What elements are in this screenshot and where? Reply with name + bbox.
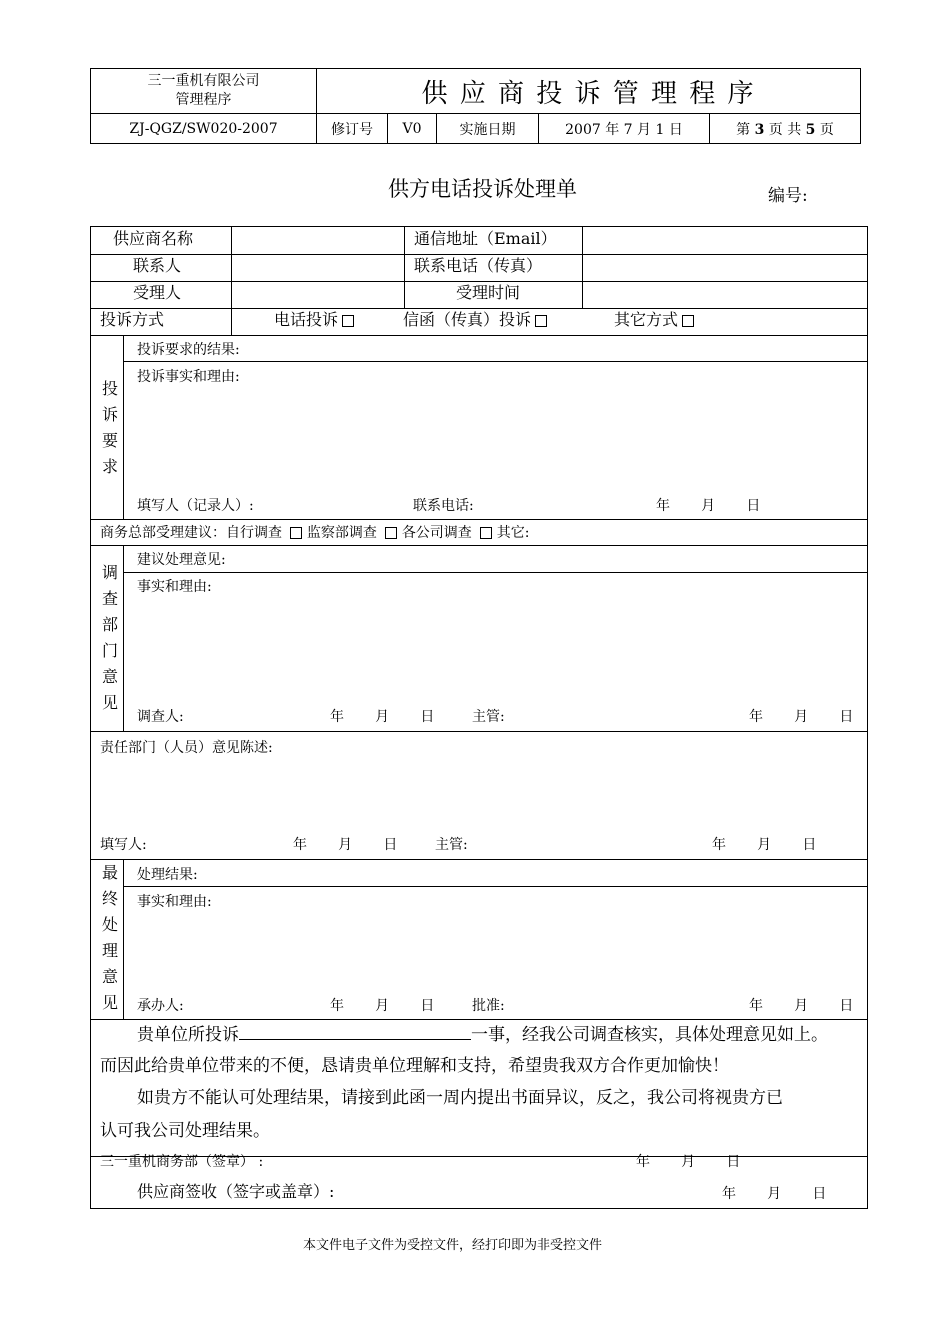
day-label: 日 xyxy=(383,837,398,853)
company-checkbox[interactable] xyxy=(480,527,492,539)
contact-phone-label: 联系电话: xyxy=(413,498,474,514)
company-option-label: 各公司调查 xyxy=(401,525,472,541)
investigation-supervisor-date xyxy=(749,708,853,726)
investigation-char: 部 xyxy=(101,615,118,634)
supervision-checkbox[interactable] xyxy=(385,527,397,539)
month-label: 月 xyxy=(794,998,809,1014)
doc-number: ZJ-QGZ/SW020-2007 xyxy=(91,114,317,144)
method-other-checkbox[interactable] xyxy=(682,315,694,327)
form-number-label: 编号: xyxy=(768,186,808,206)
other-option-label: 其它: xyxy=(496,525,530,541)
method-phone-option[interactable] xyxy=(274,311,354,329)
complaint-char: 要 xyxy=(101,431,118,450)
responsible-supervisor-date xyxy=(712,836,816,854)
letter-line-3: 如贵方不能认可处理结果，请接到此函一周内提出书面异议，反之，我公司将视贵方已 xyxy=(137,1088,783,1108)
supplier-name-label: 供应商名称 xyxy=(113,229,194,248)
method-letter-label: 信函（传真）投诉 xyxy=(403,310,532,329)
document-header xyxy=(90,68,861,144)
final-char: 理 xyxy=(101,941,118,960)
investigation-char: 门 xyxy=(101,641,118,660)
handle-time-label: 受理时间 xyxy=(456,283,521,302)
effective-date-value: 2007 年 7 月 1 日 xyxy=(539,114,710,144)
supplier-sign-label: 供应商签收（签字或盖章）: xyxy=(137,1182,335,1201)
seal-label: 三一重机商务部（签章） : xyxy=(100,1154,264,1170)
year-label: 年 xyxy=(749,709,763,725)
complaint-char: 求 xyxy=(101,457,118,476)
day-label: 日 xyxy=(420,998,435,1014)
investigation-char: 查 xyxy=(101,589,118,608)
month-label: 月 xyxy=(338,837,353,853)
responsible-supervisor-label: 主管: xyxy=(435,837,468,853)
day-label: 日 xyxy=(746,498,761,514)
month-label: 月 xyxy=(757,837,772,853)
day-label: 日 xyxy=(839,709,854,725)
address-label: 通信地址（Email） xyxy=(414,229,557,248)
final-char: 处 xyxy=(101,915,118,934)
method-phone-label: 电话投诉 xyxy=(274,310,339,329)
method-label: 投诉方式 xyxy=(100,310,165,329)
effective-date-label: 实施日期 xyxy=(437,114,539,144)
month-label: 月 xyxy=(767,1186,782,1202)
handler-label: 受理人 xyxy=(133,283,182,302)
month-label: 月 xyxy=(681,1154,696,1170)
company-cell xyxy=(91,69,317,114)
suggest-opinion-label: 建议处理意见: xyxy=(137,552,226,568)
form-title: 供方电话投诉处理单 xyxy=(388,177,577,201)
supervision-option-label: 监察部调查 xyxy=(306,525,377,541)
year-label: 年 xyxy=(749,998,763,1014)
complaint-char: 投 xyxy=(101,379,118,398)
result-label: 处理结果: xyxy=(137,867,198,883)
dept-suggestion-row xyxy=(100,524,529,542)
investigation-char: 调 xyxy=(101,563,118,582)
dept-suggestion-label: 商务总部受理建议：自行调查 xyxy=(100,525,282,541)
investigation-char: 意 xyxy=(101,667,118,686)
investigation-supervisor-label: 主管: xyxy=(472,709,505,725)
day-label: 日 xyxy=(802,837,817,853)
month-label: 月 xyxy=(701,498,716,514)
year-label: 年 xyxy=(712,837,726,853)
investigation-char: 见 xyxy=(101,693,118,712)
complaint-facts-label: 投诉事实和理由: xyxy=(137,369,240,385)
revision-label: 修订号 xyxy=(317,114,388,144)
seal-date xyxy=(636,1153,740,1171)
responsible-statement-label: 责任部门（人员）意见陈述: xyxy=(100,740,273,756)
investigation-section-label xyxy=(100,560,120,716)
page-indicator xyxy=(710,114,861,144)
undertaker-label: 承办人: xyxy=(137,998,184,1014)
responsible-filler-label: 填写人: xyxy=(100,837,147,853)
year-label: 年 xyxy=(722,1186,736,1202)
complaint-section-label xyxy=(100,376,120,480)
letter-line-4: 认可我公司处理结果。 xyxy=(100,1121,270,1141)
page-suffix: 页 xyxy=(819,121,834,138)
page-prefix: 第 xyxy=(736,121,751,138)
letter-line-1 xyxy=(137,1023,828,1044)
responsible-filler-date xyxy=(293,836,397,854)
page-current: 3 xyxy=(754,121,765,138)
final-facts-label: 事实和理由: xyxy=(137,894,212,910)
method-other-option[interactable] xyxy=(614,311,694,329)
letter-text: 一事，经我公司调查核实，具体处理意见如上。 xyxy=(471,1025,828,1045)
self-investigate-checkbox[interactable] xyxy=(290,527,302,539)
company-name: 三一重机有限公司 xyxy=(147,73,260,89)
revision-value: V0 xyxy=(388,114,437,144)
complaint-char: 诉 xyxy=(101,405,118,424)
final-char: 终 xyxy=(101,889,118,908)
month-label: 月 xyxy=(375,709,390,725)
method-letter-checkbox[interactable] xyxy=(535,315,547,327)
year-label: 年 xyxy=(656,498,670,514)
year-label: 年 xyxy=(293,837,307,853)
month-label: 月 xyxy=(794,709,809,725)
year-label: 年 xyxy=(330,998,344,1014)
final-char: 见 xyxy=(101,993,118,1012)
doc-title: 供 应 商 投 诉 管 理 程 序 xyxy=(317,69,861,114)
method-phone-checkbox[interactable] xyxy=(342,315,354,327)
complaint-date xyxy=(656,497,760,515)
recorder-label: 填写人（记录人）: xyxy=(137,498,254,514)
page-mid: 页 共 xyxy=(768,121,802,138)
day-label: 日 xyxy=(726,1154,741,1170)
investigation-facts-label: 事实和理由: xyxy=(137,579,212,595)
letter-line-2: 而因此给贵单位带来的不便，恳请贵单位理解和支持，希望贵我双方合作更加愉快！ xyxy=(100,1056,729,1076)
day-label: 日 xyxy=(839,998,854,1014)
letter-text: 贵单位所投诉 xyxy=(137,1025,239,1045)
complaint-subject-field[interactable] xyxy=(239,1023,471,1040)
investigator-label: 调查人: xyxy=(137,709,184,725)
day-label: 日 xyxy=(420,709,435,725)
month-label: 月 xyxy=(375,998,390,1014)
page-total: 5 xyxy=(805,121,816,138)
investigator-date xyxy=(330,708,434,726)
program-name: 管理程序 xyxy=(175,92,232,108)
contact-label: 联系人 xyxy=(133,256,182,275)
supplier-sign-date xyxy=(722,1185,826,1203)
final-char: 最 xyxy=(101,863,118,882)
approval-label: 批准: xyxy=(472,998,505,1014)
final-char: 意 xyxy=(101,967,118,986)
final-section-label xyxy=(100,860,120,1016)
approval-date xyxy=(749,997,853,1015)
method-other-label: 其它方式 xyxy=(614,310,679,329)
year-label: 年 xyxy=(636,1154,650,1170)
complaint-result-label: 投诉要求的结果: xyxy=(137,342,240,358)
day-label: 日 xyxy=(812,1186,827,1202)
undertaker-date xyxy=(330,997,434,1015)
phone-fax-label: 联系电话（传真） xyxy=(414,256,543,275)
method-letter-option[interactable] xyxy=(403,311,547,329)
year-label: 年 xyxy=(330,709,344,725)
footer-note: 本文件电子文件为受控文件，经打印即为非受控文件 xyxy=(302,1238,602,1253)
